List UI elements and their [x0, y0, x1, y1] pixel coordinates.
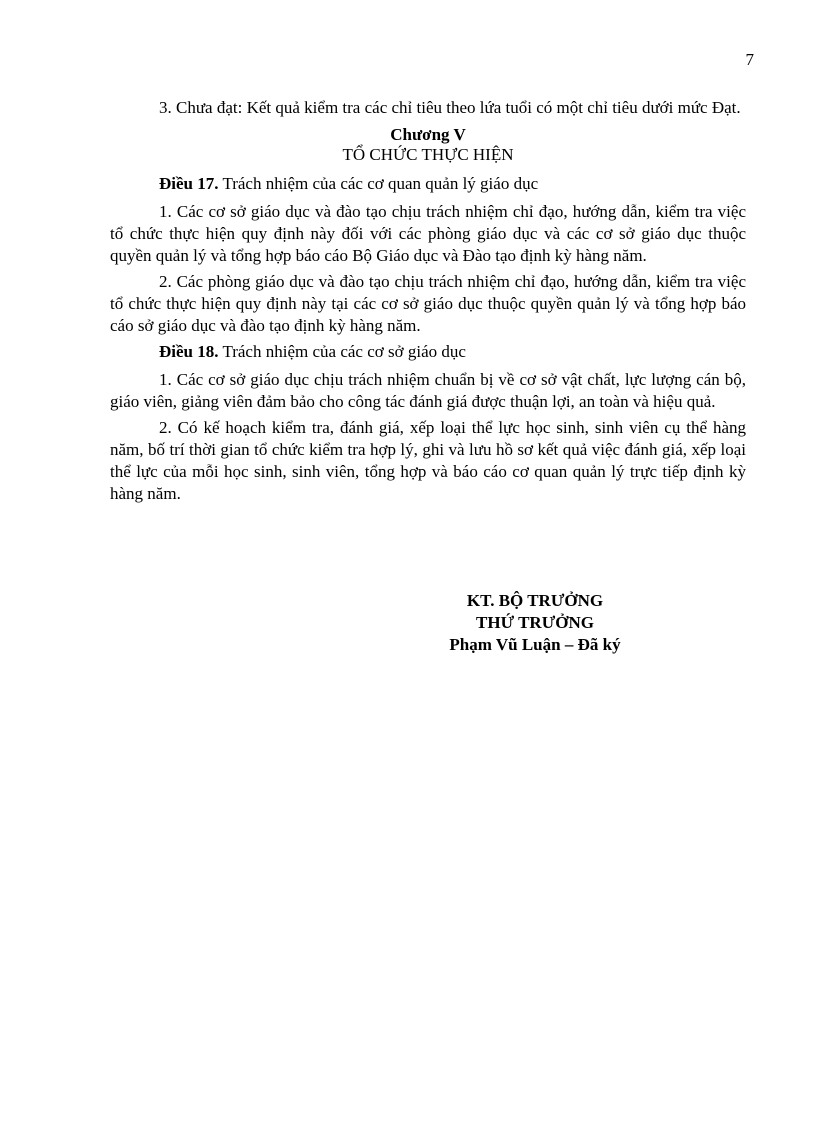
- article-17-heading: [110, 173, 746, 195]
- page-number: 7: [745, 50, 754, 69]
- article-17-paragraph-1: 1. Các cơ sở giáo dục và đào tạo chịu trách nhiệm chỉ đạo, hướng dẫn, kiểm tra việc tổ chức thực hiện quy định này đối với các phòng giáo dục và các cơ sở giáo dục thuộc quyền quản lý và tổng hợp báo cáo Bộ Giáo dục và Đào tạo định kỳ hàng năm.: [110, 202, 746, 265]
- intro-paragraph: 3. Chưa đạt: Kết quả kiểm tra các chỉ tiêu theo lứa tuổi có một chỉ tiêu dưới mức Đạt.: [159, 98, 741, 117]
- article-18-title: Trách nhiệm của các cơ sở giáo dục: [218, 342, 466, 361]
- article-18-heading: [110, 341, 746, 363]
- article-18-paragraph-1: 1. Các cơ sở giáo dục chịu trách nhiệm chuẩn bị về cơ sở vật chất, lực lượng cán bộ, giáo viên, giảng viên đảm bảo cho công tác đánh giá được thuận lợi, an toàn và hiệu quả.: [110, 370, 746, 411]
- signature-role: THỨ TRƯỞNG: [476, 613, 594, 632]
- signature-name: Phạm Vũ Luận – Đã ký: [449, 635, 621, 654]
- article-17-label: Điều 17.: [159, 174, 219, 193]
- document-body: [110, 97, 746, 509]
- article-18-paragraph-2: 2. Có kế hoạch kiểm tra, đánh giá, xếp loại thể lực học sinh, sinh viên cụ thể hàng năm, bố trí thời gian tổ chức kiểm tra hợp lý, ghi và lưu hồ sơ kết quả việc đánh giá, xếp loại thể lực của mỗi học sinh, sinh viên, tổng hợp và báo cáo cơ quan quản lý trực tiếp định kỳ hàng năm.: [110, 418, 746, 503]
- signature-title: KT. BỘ TRƯỞNG: [466, 591, 604, 610]
- article-17-title: Trách nhiệm của các cơ quan quản lý giáo dục: [218, 174, 539, 193]
- chapter-subtitle: TỔ CHỨC THỰC HIỆN: [342, 145, 514, 164]
- article-17-paragraph-2: 2. Các phòng giáo dục và đào tạo chịu trách nhiệm chỉ đạo, hướng dẫn, kiểm tra việc tổ chức thực hiện quy định này tại các cơ sở giáo dục thuộc quyền quản lý và tổng hợp báo cáo sở giáo dục và đào tạo định kỳ hàng năm.: [110, 272, 746, 335]
- chapter-heading: [110, 125, 746, 165]
- article-18-label: Điều 18.: [159, 342, 219, 361]
- chapter-title: Chương V: [390, 125, 466, 144]
- signature-block: [390, 590, 680, 656]
